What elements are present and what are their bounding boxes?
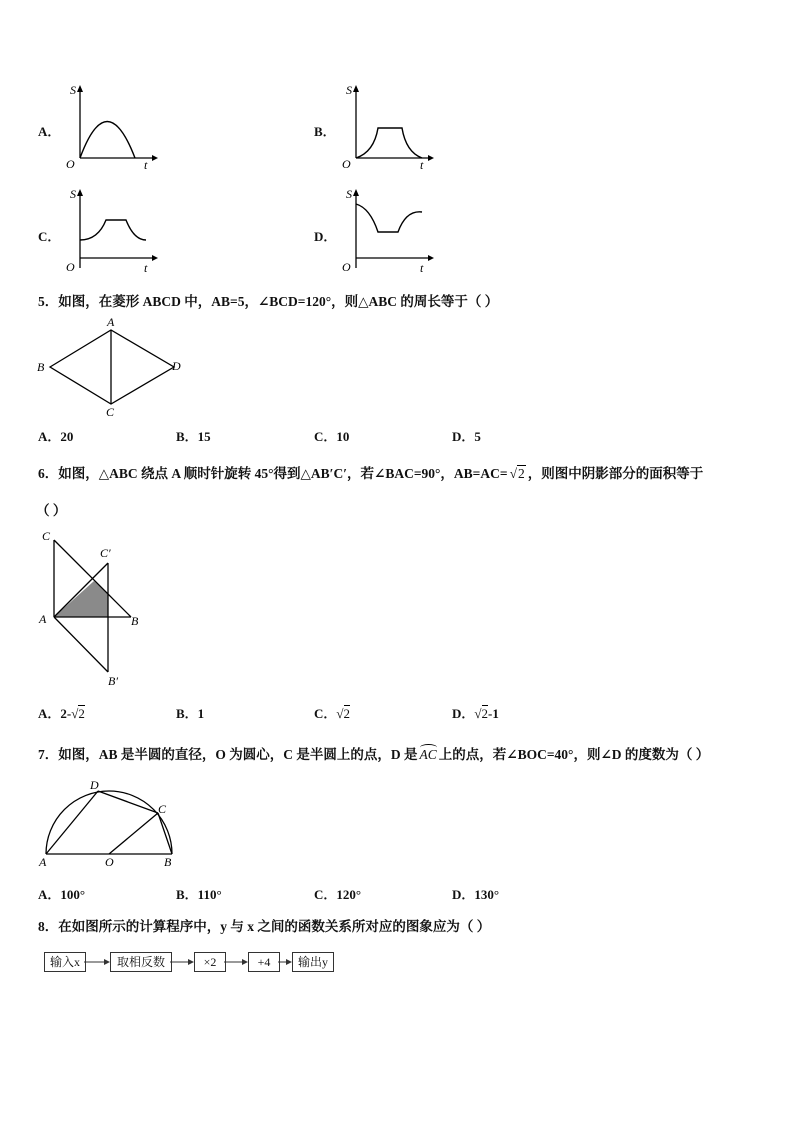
point-o-label: O	[105, 855, 114, 869]
question-6-text	[38, 462, 703, 482]
q6-answer-a: A．2-√2	[38, 706, 85, 721]
axis-origin-label: O	[342, 260, 351, 274]
axis-t-label: t	[420, 261, 424, 275]
point-b-label: B	[37, 360, 45, 374]
flowchart	[44, 952, 344, 976]
flow-box-negate: 取相反数	[110, 952, 172, 972]
q7-answer-b: B．110°	[176, 887, 222, 902]
q5-answer-a: A．20	[38, 429, 74, 444]
graph-option-b	[336, 80, 436, 172]
question-8-text: 8．在如图所示的计算程序中，y 与 x 之间的函数关系所对应的图象应为（ ）	[38, 919, 491, 934]
curve-a	[80, 122, 135, 159]
q7-text-post: 上的点，若∠BOC=40°，则∠D 的度数为（ ）	[438, 747, 710, 762]
point-a-label: A	[39, 612, 47, 626]
option-c-label: C．	[38, 229, 61, 244]
point-c-prime-label: C′	[100, 546, 111, 560]
question-6-paren: （ ）	[36, 503, 67, 518]
point-d-label: D	[172, 359, 181, 373]
axis-t-label: t	[144, 158, 148, 172]
q6-answer-d: D．√2-1	[452, 706, 499, 721]
flow-box-plus-4: +4	[248, 952, 280, 972]
point-d-label: D	[90, 778, 99, 792]
point-a-label: A	[39, 855, 47, 869]
q6-answer-b: B．1	[176, 706, 205, 721]
q5-answer-b: B．15	[176, 429, 211, 444]
q7-answer-a: A．100°	[38, 887, 86, 902]
option-d-label: D．	[314, 229, 337, 244]
question-5-text: 5．如图，在菱形 ABCD 中，AB=5，∠BCD=120°，则△ABC 的周长等于（ ）	[38, 294, 499, 309]
axis-s-label: S	[70, 187, 76, 201]
axis-s-label: S	[70, 83, 76, 97]
q7-arc: AC	[420, 747, 437, 763]
question-7-text	[38, 743, 709, 763]
axis-origin-label: O	[66, 157, 75, 171]
q6-sqrt: √2	[509, 466, 525, 481]
curve-c	[80, 220, 146, 240]
point-c-label: C	[158, 802, 167, 816]
graph-option-a	[60, 80, 160, 172]
q6-answer-c: C．√2	[314, 706, 351, 721]
q5-answer-d: D．5	[452, 429, 481, 444]
option-a-label: A．	[38, 124, 61, 139]
q5-answer-c: C．10	[314, 429, 350, 444]
q7-answer-d: D．130°	[452, 887, 500, 902]
curve-d	[356, 204, 422, 232]
q7-text-pre: 7．如图，AB 是半圆的直径，O 为圆心，C 是半圆上的点，D 是	[38, 747, 418, 762]
q6-text-end: ，则图中阴影部分的面积等于	[527, 466, 704, 481]
q7-answer-c: C．120°	[314, 887, 362, 902]
flow-box-times-2: ×2	[194, 952, 226, 972]
axis-origin-label: O	[342, 157, 351, 171]
graph-option-d	[336, 184, 436, 276]
axis-t-label: t	[144, 261, 148, 275]
axis-t-label: t	[420, 158, 424, 172]
point-c-label: C	[106, 405, 115, 419]
axis-s-label: S	[346, 187, 352, 201]
point-b-prime-label: B′	[108, 674, 118, 688]
curve-b	[356, 128, 422, 158]
q6-sqrt-value: 2	[517, 466, 525, 481]
q6-text-main: 6．如图，△ABC 绕点 A 顺时针旋转 45°得到△AB′C′，若∠BAC=90°，AB=AC=	[38, 466, 508, 481]
point-a-label: A	[107, 315, 115, 329]
graph-option-c	[60, 184, 160, 276]
semicircle-figure	[36, 770, 181, 870]
flow-box-output: 输出y	[292, 952, 334, 972]
point-b-label: B	[131, 614, 139, 628]
axis-s-label: S	[346, 83, 352, 97]
axis-origin-label: O	[66, 260, 75, 274]
flow-box-input: 输入x	[44, 952, 86, 972]
point-b-label: B	[164, 855, 172, 869]
option-b-label: B．	[314, 124, 336, 139]
rhombus-figure	[36, 312, 186, 422]
point-c-label: C	[42, 529, 51, 543]
rotation-figure	[36, 524, 156, 690]
